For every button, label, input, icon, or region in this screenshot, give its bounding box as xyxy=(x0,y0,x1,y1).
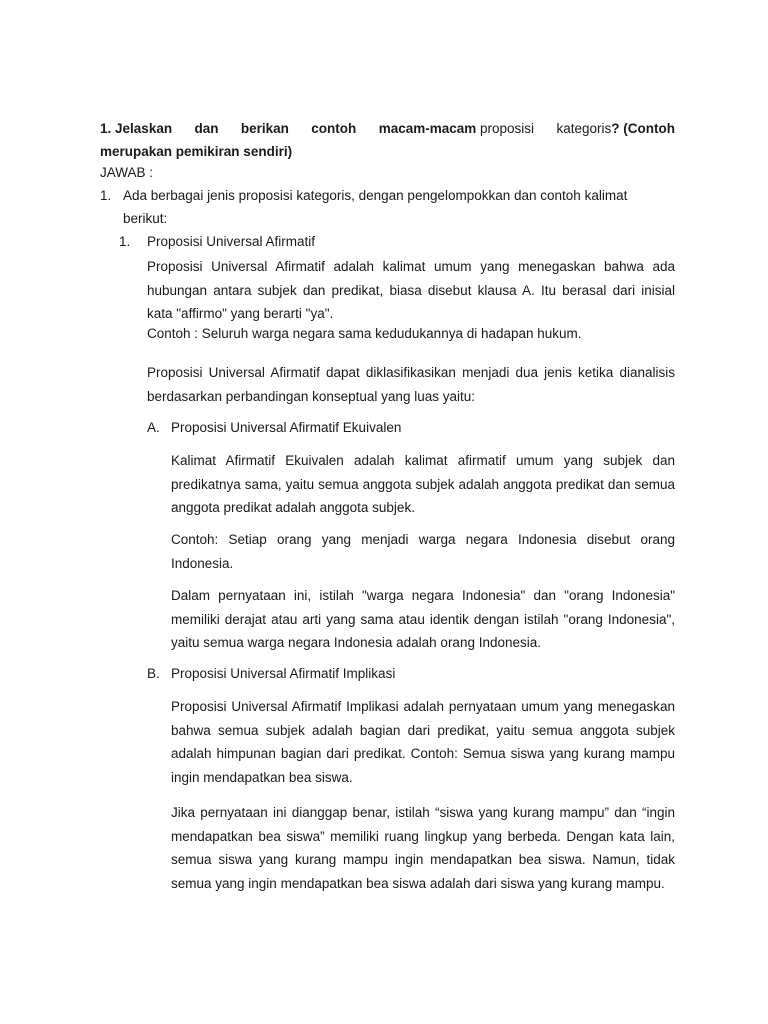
example-text: Contoh : Seluruh warga negara sama kedudukannya di hadapan hukum. xyxy=(147,326,582,341)
question-word: macam-macam xyxy=(378,121,477,136)
definition-text: Proposisi Universal Afirmatif adalah kalimat umum yang menegaskan bahwa ada hubungan antara subjek dan predikat, biasa disebut klausa A. Itu berasal dari inisial kata "affirmo" yang berarti "ya". xyxy=(147,259,675,321)
section-a-paragraph-1 xyxy=(171,449,675,520)
question-word: berikan xyxy=(240,121,289,136)
section-a-text-2: Contoh: Setiap orang yang menjadi warga negara Indonesia disebut orang Indonesia. xyxy=(171,532,675,571)
answer-intro-line-1: Ada berbagai jenis proposisi kategoris, dengan pengelompokkan dan contoh kalimat xyxy=(123,188,628,203)
question-word: contoh xyxy=(311,121,357,136)
section-b-letter: B. xyxy=(147,666,160,681)
subitem-title: Proposisi Universal Afirmatif xyxy=(147,234,316,249)
section-a-title: Proposisi Universal Afirmatif Ekuivalen xyxy=(171,420,402,435)
question-word: kategoris xyxy=(556,121,612,136)
classification-paragraph xyxy=(147,361,675,408)
question-number: 1. xyxy=(100,121,112,136)
question-line-2 xyxy=(100,140,675,163)
question-word: ? (Contoh xyxy=(611,121,675,136)
section-b-paragraph-1 xyxy=(171,695,675,789)
section-b-paragraph-2 xyxy=(171,801,675,895)
section-a-text-3: Dalam pernyataan ini, istilah "warga negara Indonesia" dan "orang Indonesia" memiliki derajat atau arti yang sama atau identik dengan istilah "orang Indonesia", yaitu semua warga negara Indonesia adalah orang Indonesia. xyxy=(171,588,675,650)
question-word: Jelaskan xyxy=(115,121,173,136)
question-heading xyxy=(100,117,675,163)
answer-number: 1. xyxy=(100,188,112,203)
section-b-text-1: Proposisi Universal Afirmatif Implikasi adalah pernyataan umum yang menegaskan bahwa semua subjek adalah bagian dari predikat, yaitu semua anggota subjek adalah himpunan bagian dari predikat. Contoh: Semua siswa yang kurang mampu ingin mendapatkan bea siswa. xyxy=(171,699,675,785)
question-line-1 xyxy=(100,117,675,140)
section-a-paragraph-3 xyxy=(171,584,675,655)
question-word: proposisi xyxy=(480,121,535,136)
classification-text: Proposisi Universal Afirmatif dapat diklasifikasikan menjadi dua jenis ketika dianalisis berdasarkan perbandingan konseptual yang luas yaitu: xyxy=(147,365,675,404)
section-a-text-1: Kalimat Afirmatif Ekuivalen adalah kalimat afirmatif umum yang subjek dan predikatnya sama, yaitu semua anggota subjek adalah anggota predikat dan semua anggota predikat adalah anggota subjek. xyxy=(171,453,675,515)
definition-paragraph xyxy=(147,255,675,326)
question-word: dan xyxy=(194,121,219,136)
section-a-letter: A. xyxy=(147,420,160,435)
question-line-2-text: merupakan pemikiran sendiri) xyxy=(100,144,293,159)
subitem-number: 1. xyxy=(119,234,131,249)
section-b-text-2: Jika pernyataan ini dianggap benar, istilah “siswa yang kurang mampu” dan “ingin mendapatkan bea siswa” memiliki ruang lingkup yang berbeda. Dengan kata lain, semua siswa yang kurang mampu ingin mendapatkan bea siswa. Namun, tidak semua yang ingin mendapatkan bea siswa adalah dari siswa yang kurang mampu. xyxy=(171,805,675,891)
answer-label: JAWAB : xyxy=(100,165,154,180)
section-b-title: Proposisi Universal Afirmatif Implikasi xyxy=(171,666,396,681)
answer-intro-line-2: berikut: xyxy=(123,211,168,226)
section-a-paragraph-2 xyxy=(171,528,675,575)
